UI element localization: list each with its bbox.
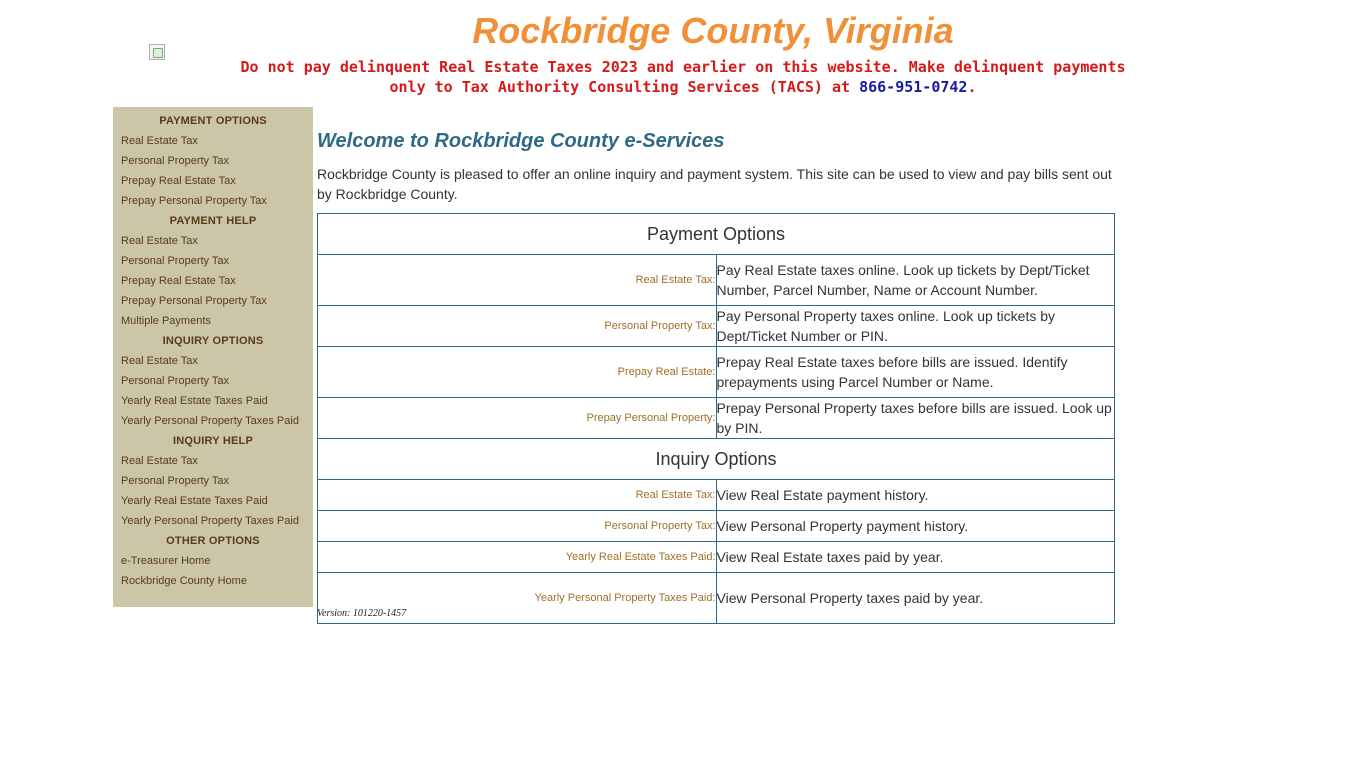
table-row — [318, 306, 1115, 347]
row-description: View Real Estate taxes paid by year. — [716, 542, 1115, 573]
sidebar-item-inquiry-help-yearly-personal-property[interactable]: Yearly Personal Property Taxes Paid — [121, 515, 299, 527]
sidebar-item-help-prepay-real-estate-tax[interactable]: Prepay Real Estate Tax — [121, 275, 236, 287]
notice-end: . — [967, 78, 977, 96]
welcome-heading: Welcome to Rockbridge County e-Services — [317, 130, 725, 152]
sidebar-group-payment-options — [113, 114, 313, 214]
row-description: View Real Estate payment history. — [716, 480, 1115, 511]
table-row — [318, 255, 1115, 306]
row-description: Prepay Personal Property taxes before bills are issued. Look up by PIN. — [716, 398, 1115, 439]
options-table — [317, 213, 1115, 624]
sidebar-group-inquiry-options — [113, 334, 313, 434]
table-row — [318, 480, 1115, 511]
row-description: Pay Real Estate taxes online. Look up tickets by Dept/Ticket Number, Parcel Number, Name or Account Number. — [716, 255, 1115, 306]
sidebar-group-payment-help — [113, 214, 313, 334]
row-label: Real Estate Tax: — [318, 480, 717, 511]
table-row — [318, 398, 1115, 439]
sidebar-item-help-multiple-payments[interactable]: Multiple Payments — [121, 315, 211, 327]
notice-phone: 866-951-0742 — [859, 78, 968, 96]
sidebar-item-inquiry-real-estate-tax[interactable]: Real Estate Tax — [121, 355, 198, 367]
sidebar-heading-payment-help: PAYMENT HELP — [169, 215, 257, 227]
row-label: Prepay Personal Property: — [318, 398, 717, 439]
table-row — [318, 347, 1115, 398]
sidebar-item-inquiry-yearly-personal-property[interactable]: Yearly Personal Property Taxes Paid — [121, 415, 299, 427]
row-description: View Personal Property taxes paid by year. — [716, 573, 1115, 624]
sidebar-item-inquiry-yearly-real-estate[interactable]: Yearly Real Estate Taxes Paid — [121, 395, 268, 407]
version-text: Version: 101220-1457 — [317, 608, 407, 619]
row-label: Real Estate Tax: — [318, 255, 717, 306]
sidebar-heading-other-options: OTHER OPTIONS — [166, 535, 260, 547]
sidebar-item-prepay-real-estate-tax[interactable]: Prepay Real Estate Tax — [121, 175, 236, 187]
sidebar-item-inquiry-personal-property-tax[interactable]: Personal Property Tax — [121, 375, 230, 387]
sidebar-item-inquiry-help-real-estate-tax[interactable]: Real Estate Tax — [121, 455, 198, 467]
row-label: Prepay Real Estate: — [318, 347, 717, 398]
table-row — [318, 511, 1115, 542]
row-label: Personal Property Tax: — [318, 306, 717, 347]
table-row — [318, 542, 1115, 573]
intro-text: Rockbridge County is pleased to offer an online inquiry and payment system. This site can be used to view and pay bills sent out by Rockbridge County. — [317, 166, 1112, 202]
sidebar-item-help-real-estate-tax[interactable]: Real Estate Tax — [121, 235, 198, 247]
row-label: Yearly Real Estate Taxes Paid: — [318, 542, 717, 573]
payment-options-heading: Payment Options — [318, 214, 1115, 255]
sidebar-heading-inquiry-options: INQUIRY OPTIONS — [162, 335, 264, 347]
sidebar-item-inquiry-help-yearly-real-estate[interactable]: Yearly Real Estate Taxes Paid — [121, 495, 268, 507]
row-description: Pay Personal Property taxes online. Look up tickets by Dept/Ticket Number or PIN. — [716, 306, 1115, 347]
delinquent-notice — [230, 57, 1136, 97]
sidebar-item-etreasurer-home[interactable]: e-Treasurer Home — [121, 555, 211, 567]
sidebar-group-other-options — [113, 534, 313, 594]
row-description: View Personal Property payment history. — [716, 511, 1115, 542]
sidebar-item-rockbridge-county-home[interactable]: Rockbridge County Home — [121, 575, 247, 587]
row-label: Yearly Personal Property Taxes Paid: — [318, 573, 717, 624]
site-title: Rockbridge County, Virginia — [472, 10, 954, 51]
sidebar-item-pay-personal-property-tax[interactable]: Personal Property Tax — [121, 155, 230, 167]
inquiry-section-header-row — [318, 439, 1115, 480]
sidebar-item-prepay-personal-property-tax[interactable]: Prepay Personal Property Tax — [121, 195, 267, 207]
row-description: Prepay Real Estate taxes before bills are issued. Identify prepayments using Parcel Number or Name. — [716, 347, 1115, 398]
sidebar-group-inquiry-help — [113, 434, 313, 534]
table-row — [318, 573, 1115, 624]
notice-text: Do not pay delinquent Real Estate Taxes 2023 and earlier on this website. Make delinquent payments only to Tax Authority Consulting Services (TACS) at — [240, 58, 1126, 96]
sidebar-heading-inquiry-help: INQUIRY HELP — [172, 435, 254, 447]
payment-section-header-row — [318, 214, 1115, 255]
sidebar — [113, 107, 313, 607]
sidebar-heading-payment-options: PAYMENT OPTIONS — [159, 115, 267, 127]
sidebar-item-inquiry-help-personal-property-tax[interactable]: Personal Property Tax — [121, 475, 230, 487]
sidebar-item-help-personal-property-tax[interactable]: Personal Property Tax — [121, 255, 230, 267]
row-label: Personal Property Tax: — [318, 511, 717, 542]
sidebar-item-help-prepay-personal-property-tax[interactable]: Prepay Personal Property Tax — [121, 295, 267, 307]
inquiry-options-heading: Inquiry Options — [318, 439, 1115, 480]
sidebar-item-pay-real-estate-tax[interactable]: Real Estate Tax — [121, 135, 198, 147]
